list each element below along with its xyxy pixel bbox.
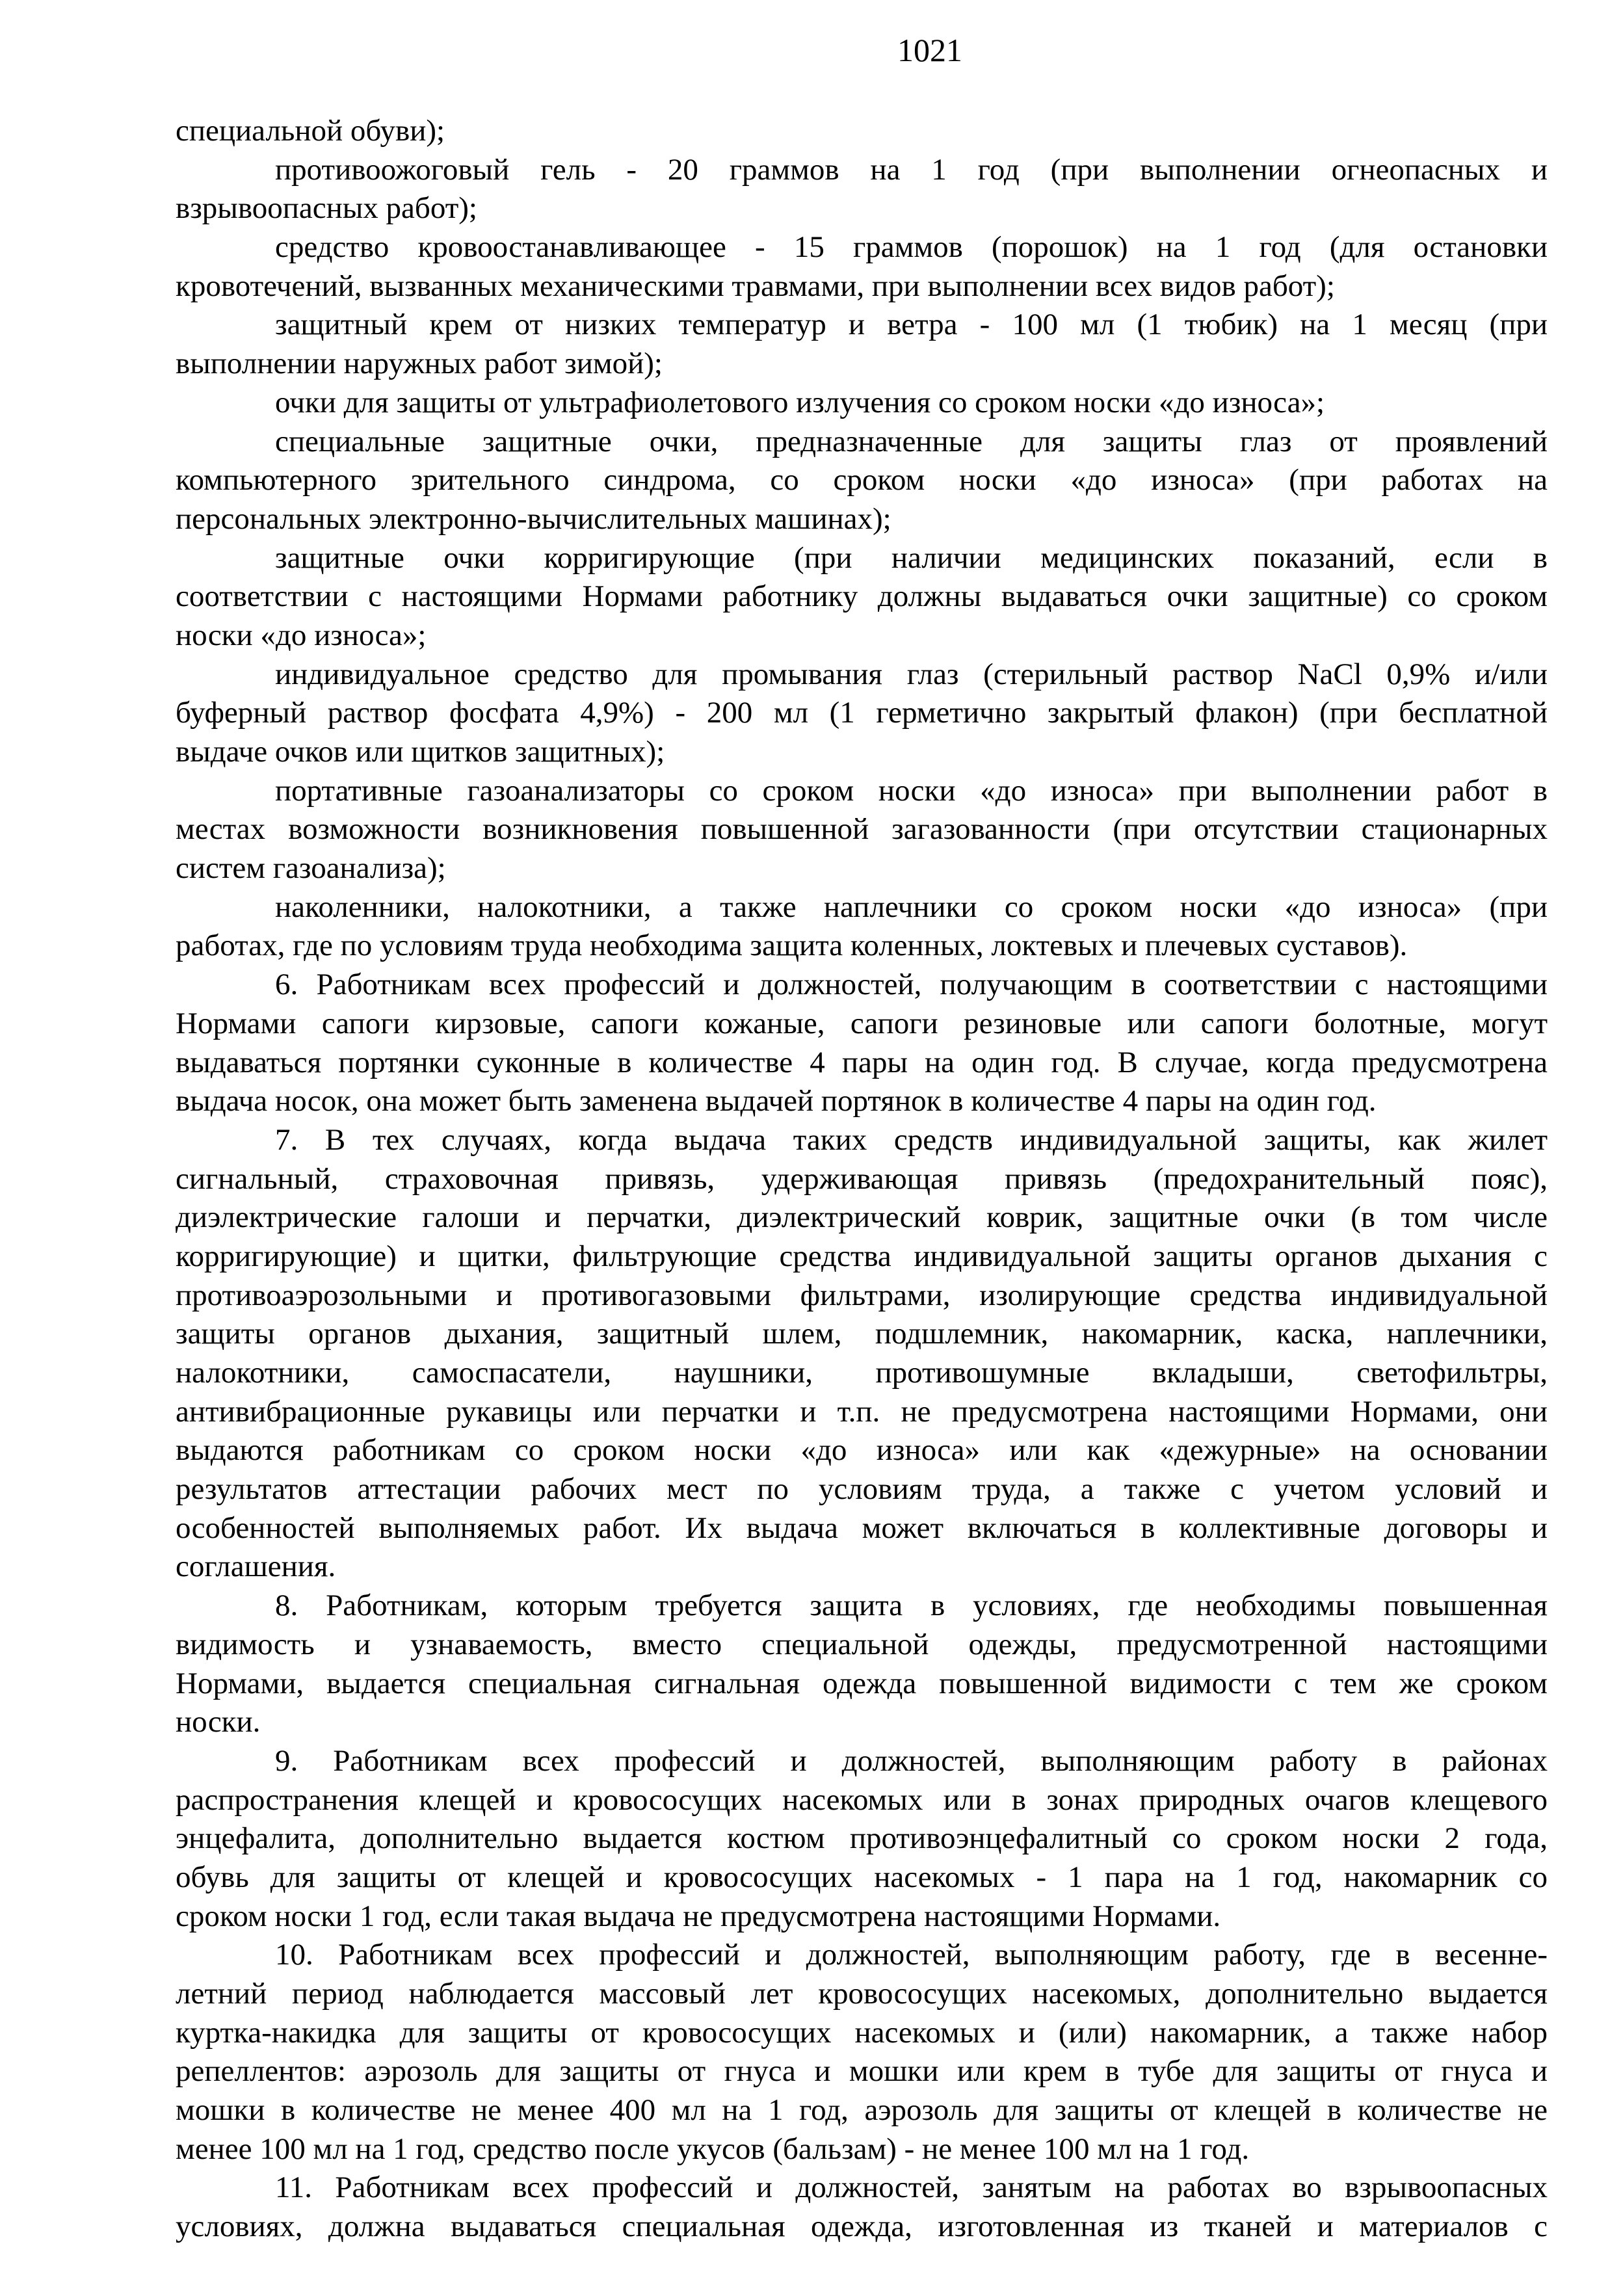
text-line: менее 100 мл на 1 год, средство после укусов (бальзам) - не менее 100 мл на 1 год. bbox=[176, 2131, 1250, 2166]
text-line: носки. bbox=[176, 1705, 261, 1739]
paragraph-first-line: 7. В тех случаях, когда выдача таких средств индивидуальной защиты, как жилет bbox=[275, 1122, 1548, 1157]
text-line: репеллентов: аэрозоль для защиты от гнуса и мошки или крем в тубе для защиты от гнуса и bbox=[176, 2054, 1548, 2089]
text-line: специальной обуви); bbox=[176, 114, 445, 148]
text-line: работах, где по условиям труда необходима защита коленных, локтевых и плечевых суставов). bbox=[176, 929, 1408, 963]
text-line: выдача носок, она может быть заменена выдачей портянок в количестве 4 пары на один год. bbox=[176, 1084, 1377, 1118]
paragraph-first-line: противоожоговый гель - 20 граммов на 1 год (при выполнении огнеопасных и bbox=[275, 152, 1548, 187]
text-line: налокотники, самоспасатели, наушники, противошумные вкладыши, светофильтры, bbox=[176, 1356, 1548, 1390]
paragraph-first-line: 8. Работникам, которым требуется защита в условиях, где необходимы повышенная bbox=[275, 1589, 1548, 1623]
paragraph-first-line: наколенники, налокотники, а также наплечники со сроком носки «до износа» (при bbox=[275, 890, 1548, 924]
text-line: Нормами сапоги кирзовые, сапоги кожаные, сапоги резиновые или сапоги болотные, могут bbox=[176, 1006, 1548, 1040]
text-line: местах возможности возникновения повышенной загазованности (при отсутствии стационарных bbox=[176, 812, 1548, 847]
page-number: 1021 bbox=[897, 32, 962, 68]
paragraph-first-line: 9. Работникам всех профессий и должностей, выполняющим работу в районах bbox=[275, 1743, 1548, 1778]
text-line: куртка-накидка для защиты от кровососущих насекомых и (или) накомарник, а также набор bbox=[176, 2015, 1548, 2050]
text-line: выдаваться портянки суконные в количестве 4 пары на один год. В случае, когда предусмотрена bbox=[176, 1045, 1548, 1079]
text-line: корригирующие) и щитки, фильтрующие средства индивидуальной защиты органов дыхания с bbox=[176, 1239, 1548, 1273]
text-line: выдаче очков или щитков защитных); bbox=[176, 735, 665, 769]
text-line: обувь для защиты от клещей и кровососущих насекомых - 1 пара на 1 год, накомарник со bbox=[176, 1860, 1548, 1894]
text-line: особенностей выполняемых работ. Их выдача может включаться в коллективные договоры и bbox=[176, 1511, 1548, 1545]
document-body bbox=[176, 112, 1548, 2247]
text-line: компьютерного зрительного синдрома, со сроком носки «до износа» (при работах на bbox=[176, 463, 1548, 497]
text-line: кровотечений, вызванных механическими травмами, при выполнении всех видов работ); bbox=[176, 269, 1335, 303]
text-line: распространения клещей и кровососущих насекомых или в зонах природных очагов клещевого bbox=[176, 1782, 1548, 1817]
paragraph-first-line: 10. Работникам всех профессий и должностей, выполняющим работу, где в весенне- bbox=[275, 1938, 1548, 1972]
text-line: защиты органов дыхания, защитный шлем, подшлемник, накомарник, каска, наплечники, bbox=[176, 1317, 1548, 1351]
text-line: буферный раствор фосфата 4,9%) - 200 мл (1 герметично закрытый флакон) (при бесплатной bbox=[176, 696, 1548, 730]
text-line: выдаются работникам со сроком носки «до износа» или как «дежурные» на основании bbox=[176, 1433, 1548, 1468]
paragraph-first-line: специальные защитные очки, предназначенные для защиты глаз от проявлений bbox=[275, 424, 1548, 458]
text-line: энцефалита, дополнительно выдается костюм противоэнцефалитный со сроком носки 2 года, bbox=[176, 1821, 1548, 1856]
paragraph-first-line: очки для защиты от ультрафиолетового излучения со сроком носки «до износа»; bbox=[275, 385, 1325, 419]
text-line: летний период наблюдается массовый лет кровососущих насекомых, дополнительно выдается bbox=[176, 1977, 1548, 2011]
paragraph-first-line: средство кровоостанавливающее - 15 граммов (порошок) на 1 год (для остановки bbox=[275, 230, 1548, 265]
paragraph-first-line: портативные газоанализаторы со сроком носки «до износа» при выполнении работ в bbox=[275, 773, 1548, 808]
paragraph-first-line: защитный крем от низких температур и ветра - 100 мл (1 тюбик) на 1 месяц (при bbox=[275, 308, 1548, 342]
text-line: соглашения. bbox=[176, 1550, 336, 1584]
text-line: взрывоопасных работ); bbox=[176, 191, 477, 226]
paragraph-first-line: защитные очки корригирующие (при наличии медицинских показаний, если в bbox=[275, 540, 1548, 575]
text-line: мошки в количестве не менее 400 мл на 1 год, аэрозоль для защиты от клещей в количестве не bbox=[176, 2093, 1548, 2128]
text-line: противоаэрозольными и противогазовыми фильтрами, изолирующие средства индивидуальной bbox=[176, 1278, 1548, 1312]
text-line: диэлектрические галоши и перчатки, диэлектрический коврик, защитные очки (в том числе bbox=[176, 1200, 1548, 1235]
paragraph-first-line: индивидуальное средство для промывания глаз (стерильный раствор NaCl 0,9% и/или bbox=[275, 657, 1548, 691]
paragraph-first-line: 11. Работникам всех профессий и должностей, занятым на работах во взрывоопасных bbox=[275, 2171, 1548, 2205]
text-line: условиях, должна выдаваться специальная одежда, изготовленная из тканей и материалов с bbox=[176, 2210, 1548, 2244]
text-line: персональных электронно-вычислительных машинах); bbox=[176, 501, 891, 536]
paragraph-first-line: 6. Работникам всех профессий и должностей, получающим в соответствии с настоящими bbox=[275, 968, 1548, 1002]
text-line: результатов аттестации рабочих мест по условиям труда, а также с учетом условий и bbox=[176, 1472, 1548, 1507]
text-line: видимость и узнаваемость, вместо специальной одежды, предусмотренной настоящими bbox=[176, 1627, 1548, 1661]
text-line: сроком носки 1 год, если такая выдача не предусмотрена настоящими Нормами. bbox=[176, 1899, 1221, 1933]
text-line: соответствии с настоящими Нормами работнику должны выдаваться очки защитные) со сроком bbox=[176, 579, 1548, 614]
text-line: носки «до износа»; bbox=[176, 618, 427, 652]
text-line: выполнении наружных работ зимой); bbox=[176, 347, 663, 381]
text-line: систем газоанализа); bbox=[176, 851, 446, 886]
text-line: сигнальный, страховочная привязь, удерживающая привязь (предохранительный пояс), bbox=[176, 1161, 1548, 1196]
text-line: антивибрационные рукавицы или перчатки и т.п. не предусмотрена настоящими Нормами, они bbox=[176, 1394, 1548, 1429]
text-line: Нормами, выдается специальная сигнальная одежда повышенной видимости с тем же сроком bbox=[176, 1666, 1548, 1700]
